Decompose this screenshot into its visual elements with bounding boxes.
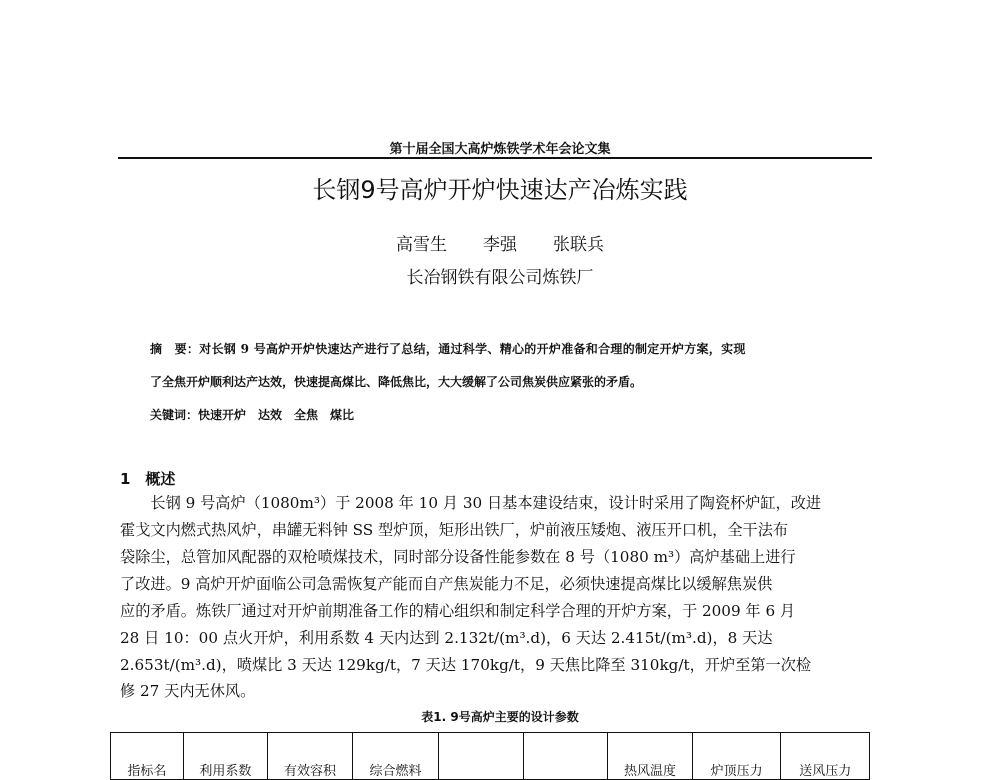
table-header-cell: 炉顶压力 (692, 733, 781, 780)
body-line: 了改进。9 高炉开炉面临公司急需恢复产能而自产焦炭能力不足，必须快速提高煤比以缓解焦炭供 (120, 575, 773, 593)
body-line: 修 27 天内无休风。 (120, 682, 256, 700)
author: 高雪生 (396, 235, 447, 255)
body-line: 28 日 10：00 点火开炉，利用系数 4 天内达到 2.132t/(m³.d)，6 天达 2.415t/(m³.d)，8 天达 (120, 629, 773, 647)
header-rule (118, 157, 872, 159)
design-parameters-table (110, 732, 870, 780)
table-header-cell: 指标名 (111, 733, 184, 780)
abstract-line: 了全焦开炉顺利达产达效，快速提高煤比、降低焦比，大大缓解了公司焦炭供应紧张的矛盾。 (150, 375, 643, 389)
table-header-cell: 利用系数 (183, 733, 268, 780)
table-caption: 表1. 9号高炉主要的设计参数 (421, 710, 579, 724)
abstract-line: 摘 要：对长钢 9 号高炉开炉快速达产进行了总结，通过科学、精心的开炉准备和合理的制定开炉方案，实现 (150, 342, 746, 356)
table-header-cell (523, 733, 607, 780)
body-line: 长钢 9 号高炉（1080m³）于 2008 年 10 月 30 日基本建设结束，设计时采用了陶瓷杯炉缸，改进 (120, 494, 822, 512)
body-line: 袋除尘，总管加风配器的双枪喷煤技术，同时部分设备性能参数在 8 号（1080 m³）高炉基础上进行 (120, 548, 796, 566)
table-header-cell: 有效容积 (268, 733, 353, 780)
authors (0, 230, 1000, 255)
table-header-cell: 热风温度 (608, 733, 693, 780)
section-heading: 1 概述 (120, 470, 176, 488)
author: 张联兵 (553, 235, 604, 255)
table-header-cell: 综合燃料 (352, 733, 439, 780)
table-header-cell: 送风压力 (781, 733, 870, 780)
paper-title: 长钢9号高炉开炉快速达产冶炼实践 (312, 176, 688, 204)
table-header-row (111, 733, 870, 780)
running-header: 第十届全国大高炉炼铁学术年会论文集 (389, 142, 611, 157)
body-line: 霍戈文内燃式热风炉，串罐无料钟 SS 型炉顶，矩形出铁厂，炉前液压矮炮、液压开口机，全干法布 (120, 521, 789, 539)
table-header-cell (439, 733, 523, 780)
author: 李强 (483, 235, 517, 255)
body-line: 2.653t/(m³.d)，喷煤比 3 天达 129kg/t，7 天达 170kg/t，9 天焦比降至 310kg/t，开炉至第一次检 (120, 656, 812, 674)
keywords: 关键词：快速开炉 达效 全焦 煤比 (150, 408, 355, 422)
body-line: 应的矛盾。炼铁厂通过对开炉前期准备工作的精心组织和制定科学合理的开炉方案，于 2009 年 6 月 (120, 602, 796, 620)
affiliation: 长冶钢铁有限公司炼铁厂 (406, 268, 594, 288)
